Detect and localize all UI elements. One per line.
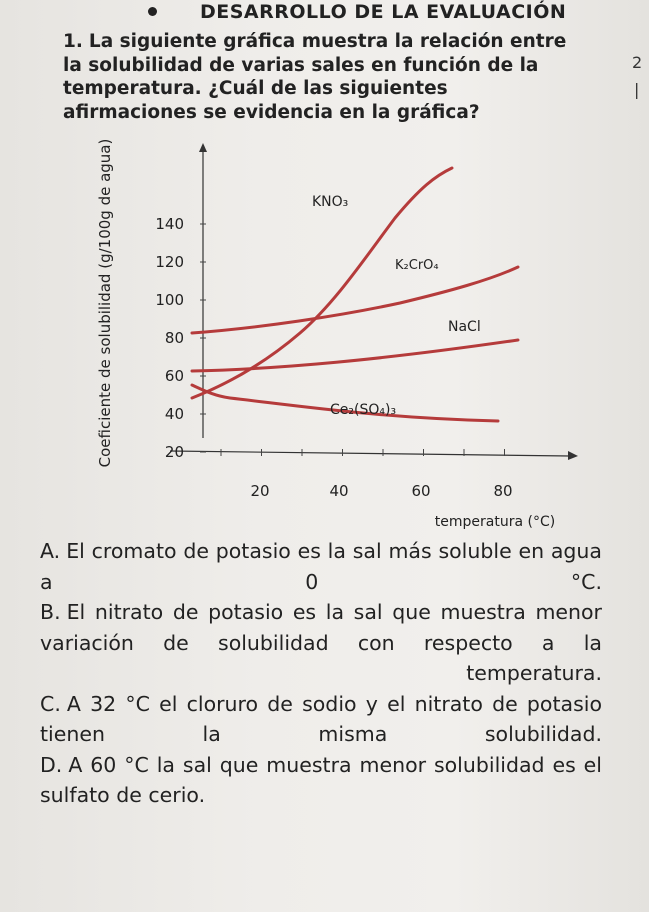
option-letter: C. — [40, 691, 61, 716]
y-tick-label: 120 — [155, 253, 184, 271]
option-letter: B. — [40, 600, 61, 624]
solubility-chart — [60, 138, 600, 538]
y-tick-label: 60 — [164, 367, 184, 385]
option-d[interactable] — [40, 750, 602, 811]
y-axis-label: Coeficiente de solubilidad (g/100g de agua) — [96, 138, 114, 468]
option-text: A 60 °C la sal que muestra menor solubilidad es el sulfato de cerio. — [40, 752, 602, 807]
answer-options — [40, 536, 602, 811]
bullet-icon — [148, 7, 157, 16]
series-label: NaCl — [448, 319, 481, 335]
y-tick-label: 20 — [164, 443, 184, 461]
option-text: El nitrato de potasio es la sal que muestra menor variación de solubilidad con respecto a la temperatura. — [40, 600, 602, 685]
option-a[interactable] — [40, 536, 602, 597]
series-line — [192, 340, 518, 371]
option-text: A 32 °C el cloruro de sodio y el nitrato de potasio tienen la misma solubilidad. — [40, 691, 602, 746]
y-tick-label: 40 — [164, 405, 184, 423]
x-axis-label: temperatura (°C) — [434, 514, 556, 530]
y-tick-label: 80 — [164, 329, 184, 347]
option-letter: D. — [40, 752, 63, 777]
chart-series — [192, 168, 518, 421]
question-block — [63, 30, 583, 124]
question-text: La siguiente gráfica muestra la relación entre la solubilidad de varias sales en función de la temperatura. ¿Cuál de las siguientes afirmaciones se evidencia en la gráfica? — [63, 31, 567, 123]
section-heading: DESARROLLO DE LA EVALUACIÓN — [200, 1, 567, 23]
option-b[interactable] — [40, 597, 602, 689]
margin-mark: 2 — [632, 53, 643, 72]
series-label: Ce₂(SO₄)₃ — [330, 402, 397, 418]
series-label: KNO₃ — [312, 194, 349, 210]
x-tick-label: 60 — [411, 482, 431, 500]
option-letter: A. — [40, 539, 61, 563]
chart-axes — [155, 143, 578, 500]
option-c[interactable] — [40, 689, 602, 750]
margin-mark: | — [634, 80, 640, 99]
x-tick-label: 40 — [329, 482, 349, 500]
x-axis-line — [170, 451, 570, 456]
y-axis-arrow-icon — [199, 143, 207, 152]
x-axis-arrow-icon — [568, 451, 578, 460]
question-number: 1. — [63, 31, 83, 52]
x-tick-label: 20 — [250, 482, 270, 500]
y-tick-label: 100 — [155, 291, 184, 309]
x-tick-label: 80 — [493, 482, 513, 500]
y-tick-label: 140 — [155, 215, 184, 233]
option-text: El cromato de potasio es la sal más soluble en agua a 0 °C. — [40, 539, 602, 594]
series-label: K₂CrO₄ — [395, 258, 439, 273]
